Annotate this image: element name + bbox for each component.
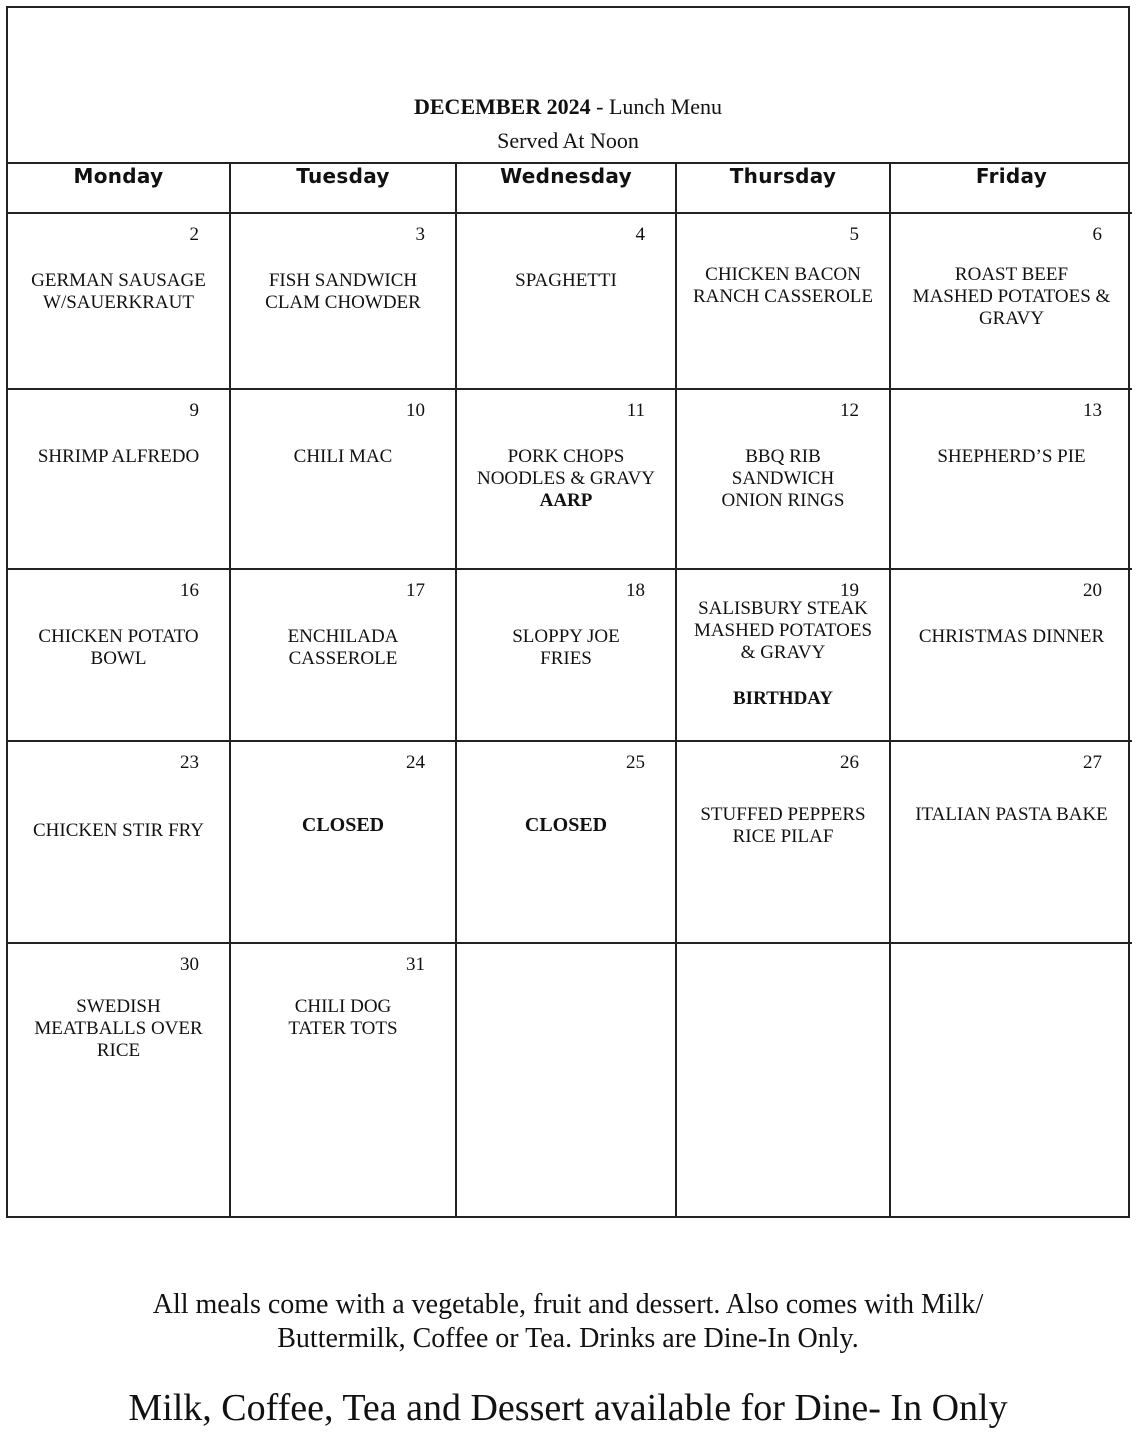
day-cell xyxy=(456,943,676,1217)
day-cell xyxy=(456,741,676,943)
day-number: 17 xyxy=(406,580,425,601)
meal-line: RANCH CASSEROLE xyxy=(693,286,873,307)
day-number: 26 xyxy=(840,752,859,773)
meal-line: NOODLES & GRAVY xyxy=(476,468,656,489)
day-number: 3 xyxy=(415,224,425,245)
meal-line: CHRISTMAS DINNER xyxy=(918,626,1105,647)
day-number: 25 xyxy=(626,752,645,773)
meal-text xyxy=(681,264,885,308)
meal-text xyxy=(12,270,225,314)
meal-line: SANDWICH xyxy=(731,468,835,489)
meal-text xyxy=(235,996,451,1040)
weekday-header-row xyxy=(8,164,1132,213)
weekday-tuesday: Tuesday xyxy=(230,164,456,213)
meal-line: BBQ RIB xyxy=(745,446,821,467)
day-number: 31 xyxy=(406,954,425,975)
meal-line: FRIES xyxy=(540,648,592,669)
day-number: 23 xyxy=(180,752,199,773)
meal-text xyxy=(681,598,885,710)
meal-line: GERMAN SAUSAGE xyxy=(31,270,206,291)
meal-text xyxy=(895,446,1128,468)
dine-in-notice: Milk, Coffee, Tea and Dessert available for Dine- In Only xyxy=(128,1387,1008,1429)
meal-line: ROAST BEEF xyxy=(954,264,1069,285)
meal-text xyxy=(895,264,1128,330)
day-cell xyxy=(8,389,230,569)
menu-title-rest: - Lunch Menu xyxy=(590,94,722,119)
weekday-thursday: Thursday xyxy=(676,164,890,213)
meal-text xyxy=(681,446,885,512)
day-number: 11 xyxy=(626,400,645,421)
meal-line: SHEPHERD’S PIE xyxy=(937,446,1086,467)
day-cell xyxy=(676,943,890,1217)
meal-line: SLOPPY JOE xyxy=(512,626,620,647)
menu-calendar xyxy=(6,6,1130,1218)
meal-line: PORK CHOPS xyxy=(507,446,625,467)
weekday-friday: Friday xyxy=(890,164,1132,213)
day-cell xyxy=(230,741,456,943)
title-block xyxy=(8,8,1128,164)
closed-label: CLOSED xyxy=(524,814,608,836)
day-number: 2 xyxy=(189,224,199,245)
day-cell xyxy=(8,741,230,943)
meal-line: CHILI MAC xyxy=(293,446,393,467)
meal-line: GRAVY xyxy=(978,308,1045,329)
meal-line: MASHED POTATOES xyxy=(693,620,873,641)
meal-line: SALISBURY STEAK xyxy=(698,598,868,619)
day-number: 19 xyxy=(840,580,859,601)
meal-line: CHICKEN BACON xyxy=(705,264,861,285)
meal-text xyxy=(895,626,1128,648)
day-cell xyxy=(890,213,1132,389)
meal-text xyxy=(461,626,671,670)
meal-line: SHRIMP ALFREDO xyxy=(37,446,200,467)
day-number: 12 xyxy=(840,400,859,421)
meal-line: ONION RINGS xyxy=(721,490,845,511)
meal-line: TATER TOTS xyxy=(288,1018,398,1039)
day-number: 18 xyxy=(626,580,645,601)
meal-includes-note xyxy=(0,1288,1136,1356)
meal-text xyxy=(12,446,225,468)
meal-text xyxy=(895,804,1128,826)
meal-note: AARP xyxy=(539,490,593,511)
meal-line: ENCHILADA xyxy=(287,626,399,647)
day-cell xyxy=(230,569,456,741)
day-number: 24 xyxy=(406,752,425,773)
day-cell xyxy=(890,389,1132,569)
meal-line: & GRAVY xyxy=(740,642,826,663)
day-cell xyxy=(890,943,1132,1217)
meal-text xyxy=(461,446,671,512)
day-cell xyxy=(8,213,230,389)
menu-subtitle: Served At Noon xyxy=(497,128,639,153)
week-row xyxy=(8,943,1132,1217)
meal-text xyxy=(12,996,225,1062)
day-cell xyxy=(456,213,676,389)
meal-text xyxy=(12,820,225,842)
day-cell xyxy=(8,569,230,741)
meal-text xyxy=(461,270,671,292)
meal-line: SPAGHETTI xyxy=(515,270,617,291)
week-row xyxy=(8,389,1132,569)
meal-line: CASSEROLE xyxy=(288,648,398,669)
meal-line: CLAM CHOWDER xyxy=(265,292,421,313)
meal-includes-line-1: All meals come with a vegetable, fruit and dessert. Also comes with Milk/ xyxy=(152,1289,984,1320)
day-number: 27 xyxy=(1083,752,1102,773)
day-cell xyxy=(230,213,456,389)
day-cell xyxy=(676,741,890,943)
meal-text xyxy=(12,626,225,670)
meal-line: CHILI DOG xyxy=(294,996,392,1017)
day-cell xyxy=(890,569,1132,741)
day-number: 5 xyxy=(849,224,859,245)
day-cell xyxy=(890,741,1132,943)
day-cell xyxy=(676,569,890,741)
day-cell xyxy=(8,943,230,1217)
weekday-monday: Monday xyxy=(8,164,230,213)
meal-line: CHICKEN POTATO xyxy=(38,626,199,647)
day-cell xyxy=(676,213,890,389)
day-cell xyxy=(676,389,890,569)
meal-line: ITALIAN PASTA BAKE xyxy=(915,804,1108,825)
meal-line: MEATBALLS OVER xyxy=(34,1018,203,1039)
week-row xyxy=(8,213,1132,389)
meal-text xyxy=(235,270,451,314)
day-number: 30 xyxy=(180,954,199,975)
day-number: 16 xyxy=(180,580,199,601)
day-cell xyxy=(230,389,456,569)
meal-text xyxy=(235,446,451,468)
week-row xyxy=(8,741,1132,943)
meal-line: STUFFED PEPPERS xyxy=(700,804,866,825)
meal-line: FISH SANDWICH xyxy=(268,270,418,291)
meal-line: RICE xyxy=(96,1040,141,1061)
day-number: 20 xyxy=(1083,580,1102,601)
calendar-grid xyxy=(8,164,1132,1217)
meal-line: BOWL xyxy=(90,648,147,669)
menu-month: DECEMBER 2024 xyxy=(414,94,591,119)
weekday-wednesday: Wednesday xyxy=(456,164,676,213)
meal-line: RICE PILAF xyxy=(732,826,834,847)
meal-line: W/SAUERKRAUT xyxy=(43,292,194,313)
meal-text xyxy=(681,804,885,848)
day-cell xyxy=(230,943,456,1217)
day-cell xyxy=(456,569,676,741)
day-number: 4 xyxy=(635,224,645,245)
menu-title xyxy=(8,94,1128,120)
meal-line: CHICKEN STIR FRY xyxy=(32,820,205,841)
meal-text xyxy=(235,626,451,670)
closed-label: CLOSED xyxy=(301,814,385,836)
event-label: BIRTHDAY xyxy=(733,688,833,709)
day-cell xyxy=(456,389,676,569)
meal-includes-line-2: Buttermilk, Coffee or Tea. Drinks are Dine-In Only. xyxy=(277,1323,859,1354)
meal-line: SWEDISH xyxy=(76,996,161,1017)
day-number: 6 xyxy=(1092,224,1102,245)
day-number: 10 xyxy=(406,400,425,421)
week-row xyxy=(8,569,1132,741)
meal-line: MASHED POTATOES & xyxy=(912,286,1111,307)
day-number: 9 xyxy=(189,400,199,421)
day-number: 13 xyxy=(1083,400,1102,421)
